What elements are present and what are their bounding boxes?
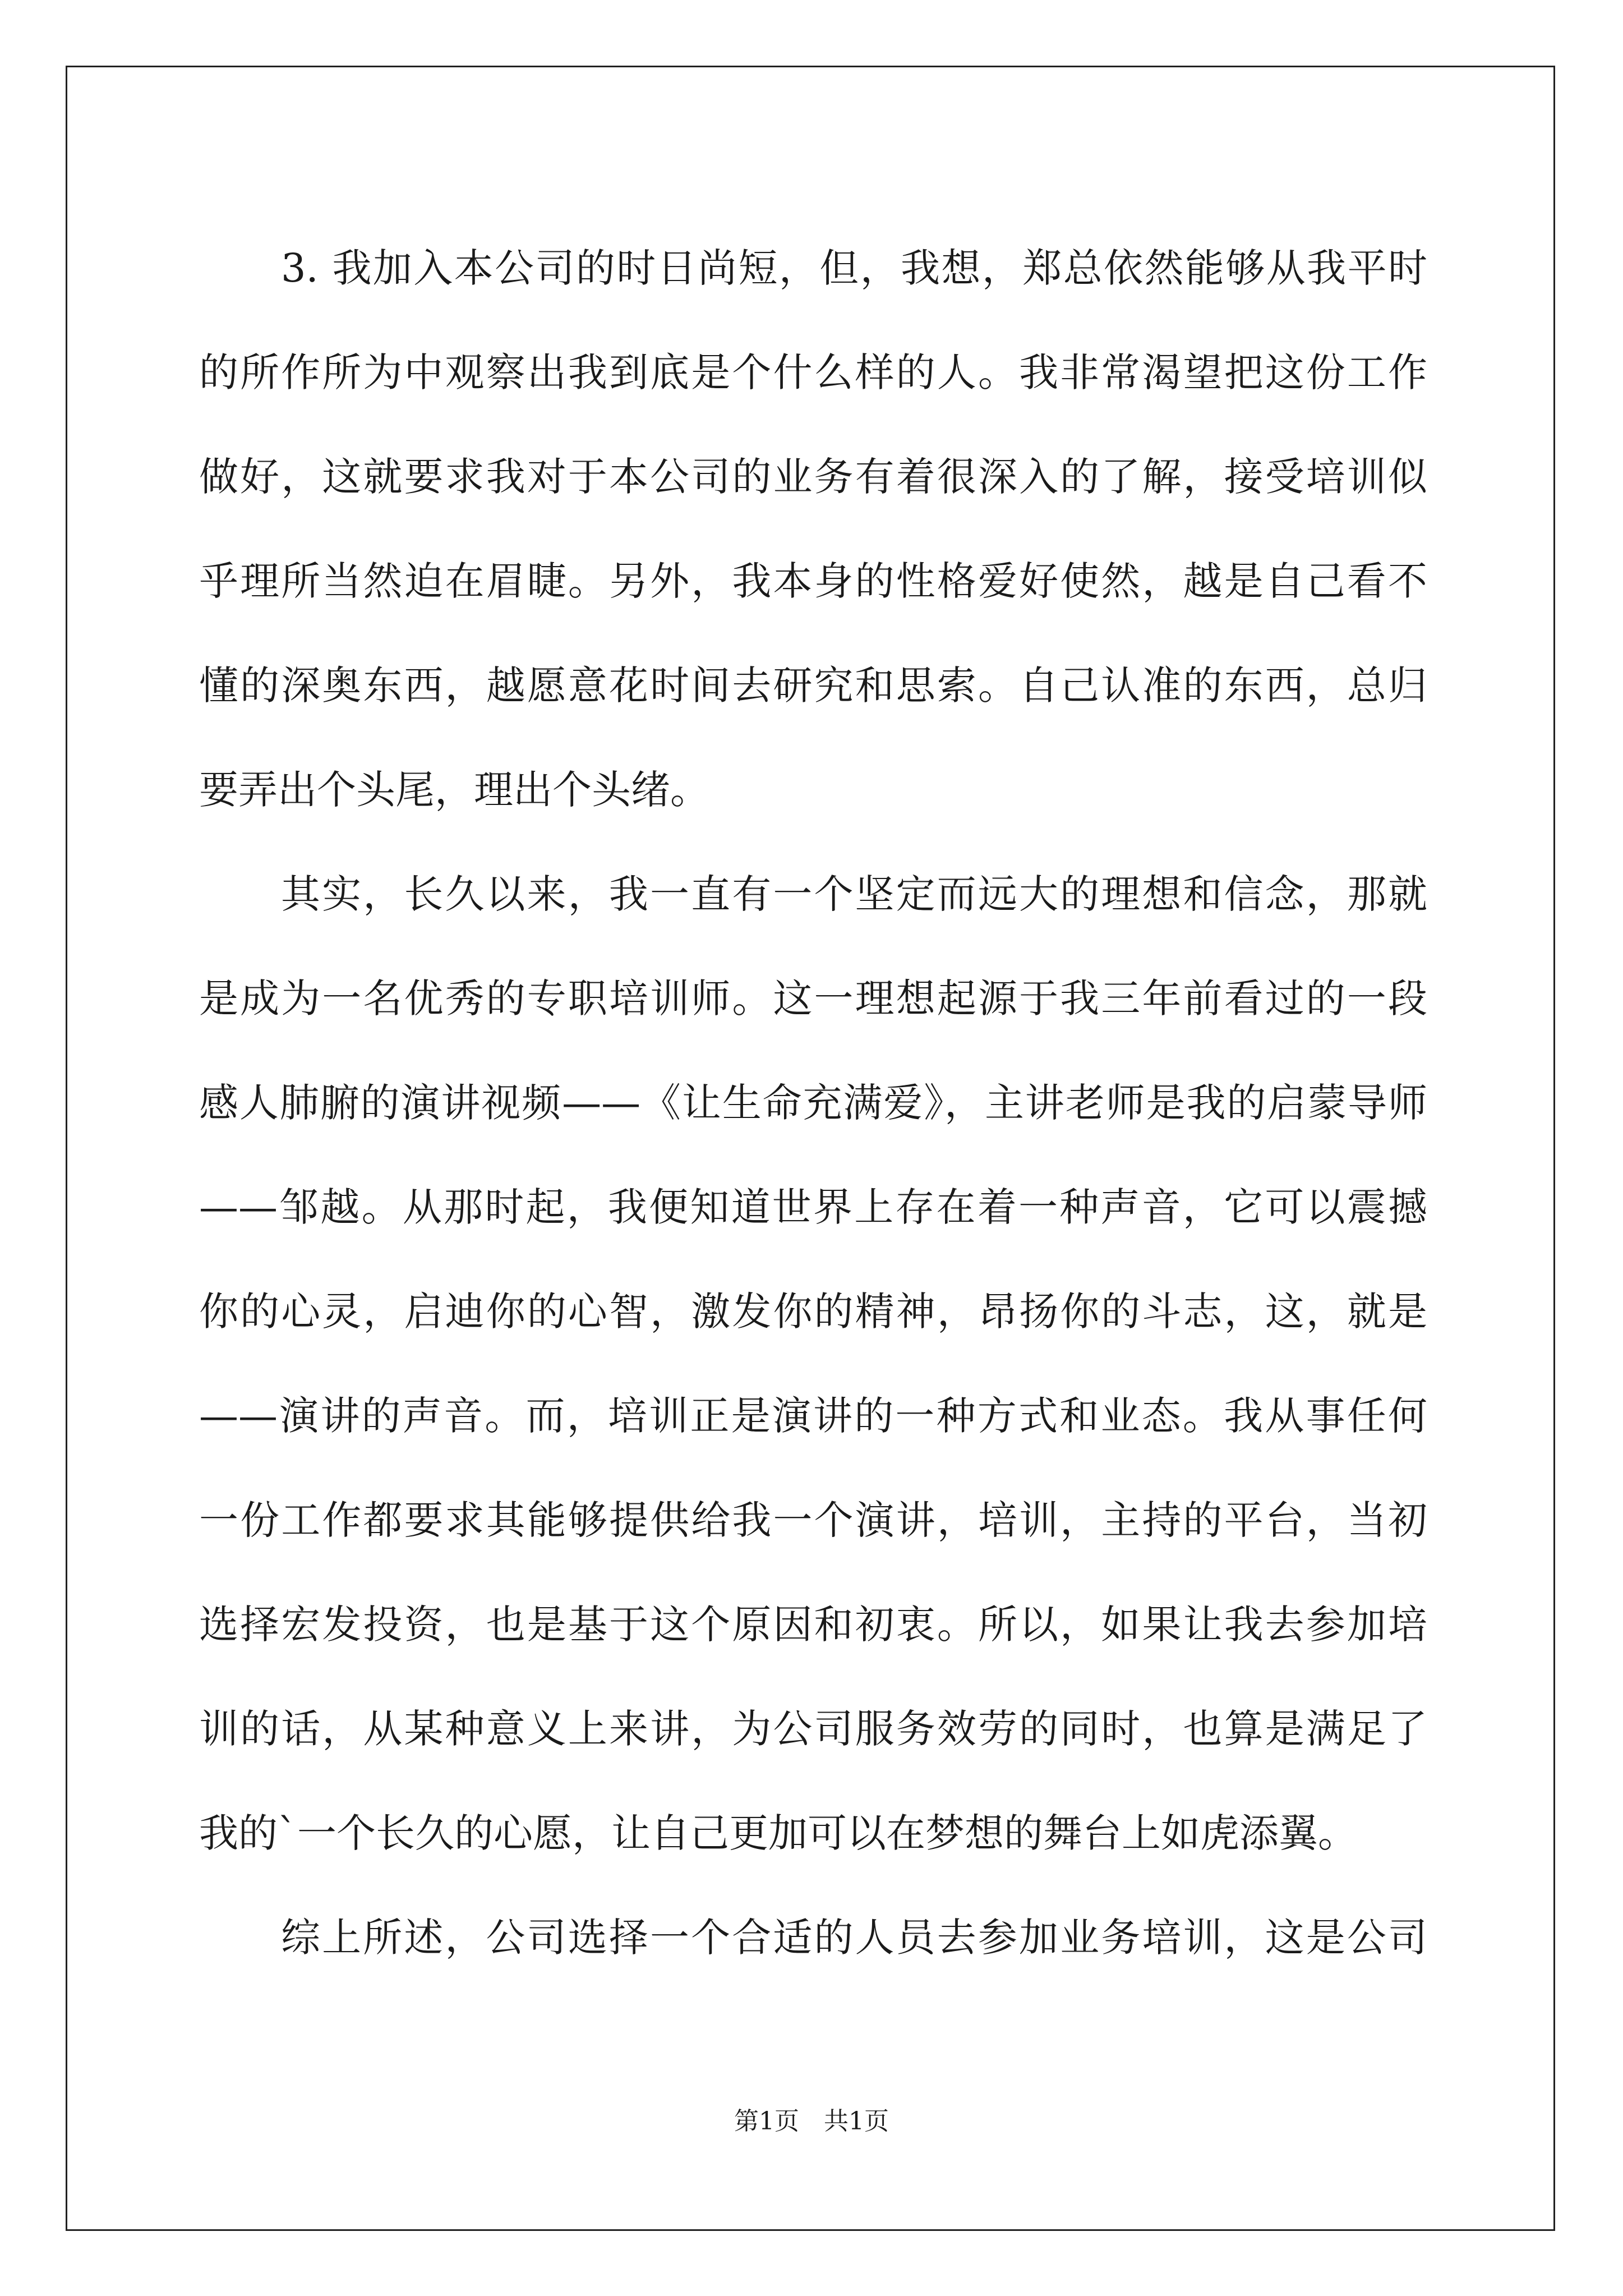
text-line: 懂的深奥东西，越愿意花时间去研究和思索。自己认准的东西，总归 xyxy=(199,662,1427,708)
text-line: ——邹越。从那时起，我便知道世界上存在着一种声音，它可以震撼 xyxy=(199,1184,1427,1230)
text-line: 其实，长久以来，我一直有一个坚定而远大的理想和信念，那就 xyxy=(281,871,1427,917)
text-line: 是成为一名优秀的专职培训师。这一理想起源于我三年前看过的一段 xyxy=(199,976,1427,1022)
document-body xyxy=(199,216,1427,1990)
text-line: 你的心灵，启迪你的心智，激发你的精神，昂扬你的斗志，这，就是 xyxy=(199,1289,1427,1335)
page-footer: 第1页 共1页 xyxy=(734,2107,889,2136)
text-line: 训的话，从某种意义上来讲，为公司服务效劳的同时，也算是满足了 xyxy=(199,1706,1427,1752)
text-line: 选择宏发投资，也是基于这个原因和初衷。所以，如果让我去参加培 xyxy=(199,1602,1427,1648)
text-line: 乎理所当然迫在眉睫。另外，我本身的性格爱好使然，越是自己看不 xyxy=(199,558,1427,604)
text-line: 综上所述，公司选择一个合适的人员去参加业务培训，这是公司 xyxy=(281,1915,1427,1961)
text-line: 做好，这就要求我对于本公司的业务有着很深入的了解，接受培训似 xyxy=(199,454,1427,500)
text-line: 一份工作都要求其能够提供给我一个演讲，培训，主持的平台，当初 xyxy=(199,1497,1427,1543)
text-line: 要弄出个头尾，理出个头绪。 xyxy=(199,767,709,813)
text-line: 感人肺腑的演讲视频——《让生命充满爱》，主讲老师是我的启蒙导师 xyxy=(199,1080,1427,1126)
text-line: 我的`一个长久的心愿，让自己更加可以在梦想的舞台上如虎添翼。 xyxy=(199,1810,1357,1856)
text-line: 的所作所为中观察出我到底是个什么样的人。我非常渴望把这份工作 xyxy=(199,349,1427,395)
text-line: 3. 我加入本公司的时日尚短，但，我想，郑总依然能够从我平时 xyxy=(281,245,1427,291)
text-line: ——演讲的声音。而，培训正是演讲的一种方式和业态。我从事任何 xyxy=(199,1393,1427,1439)
